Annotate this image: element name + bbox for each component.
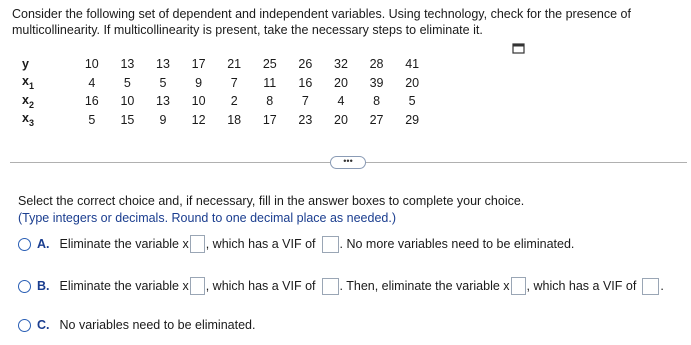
expand-more-button[interactable]: •••	[330, 156, 366, 169]
choice-b-text-2: , which has a VIF of	[205, 279, 316, 293]
table-cell: 5	[159, 75, 167, 90]
table-cell: 41	[405, 57, 420, 72]
table-row	[22, 55, 430, 74]
table-cell: 4	[88, 75, 96, 90]
table-cell: 12	[191, 112, 206, 127]
table-cell: 13	[156, 57, 170, 72]
table-cell: 32	[334, 57, 348, 72]
table-cell: 17	[191, 57, 206, 72]
instruction-subline: (Type integers or decimals. Round to one decimal place as needed.)	[18, 211, 396, 225]
choice-c-text: No variables need to be eliminated.	[59, 318, 256, 332]
variable-subscript: 1	[28, 81, 34, 92]
variable-name: y	[22, 57, 29, 72]
instructions	[18, 193, 524, 227]
copy-table-icon[interactable]	[512, 43, 526, 55]
radio-b[interactable]	[18, 280, 31, 293]
choice-a-text-2: , which has a VIF of	[205, 237, 316, 251]
table-row	[22, 111, 430, 130]
variable-name: x	[22, 92, 29, 107]
table-cell: 10	[84, 57, 99, 72]
choice-c-letter: C.	[37, 318, 50, 332]
choice-b-text-3: . Then, eliminate the variable x	[339, 279, 510, 293]
table-row	[22, 74, 430, 93]
table-cell: 16	[298, 75, 313, 90]
table-cell: 5	[88, 112, 96, 127]
variable-subscript: 3	[28, 118, 34, 129]
variable-label	[22, 74, 74, 93]
question-text: Consider the following set of dependent and independent variables. Using technology, check for the presence of multicollinearity. If multicollinearity is present, take the necessary steps to eliminate it.	[12, 7, 631, 37]
table-cell: 28	[369, 57, 384, 72]
variable-label	[22, 111, 74, 130]
variable-label	[22, 55, 74, 74]
table-row	[22, 92, 430, 111]
table-cell: 15	[120, 112, 135, 127]
table-cell: 10	[191, 94, 206, 109]
table-cell: 39	[369, 75, 384, 90]
table-cell: 4	[337, 94, 345, 109]
variable-label	[22, 92, 74, 111]
choice-a-text-1: Eliminate the variable x	[59, 237, 189, 251]
choice-b-variable2-input[interactable]	[511, 277, 526, 295]
table-cell: 8	[266, 94, 274, 109]
radio-a[interactable]	[18, 238, 31, 251]
choice-c[interactable]	[18, 318, 255, 332]
table-cell: 20	[405, 75, 420, 90]
table-cell: 21	[227, 57, 242, 72]
table-cell: 17	[262, 112, 277, 127]
variable-name: x	[22, 74, 29, 89]
variable-name: x	[22, 111, 29, 126]
table-cell: 9	[159, 112, 167, 127]
table-cell: 20	[334, 75, 348, 90]
table-cell: 8	[373, 94, 381, 109]
choice-b[interactable]	[18, 277, 664, 295]
choice-b-variable1-input[interactable]	[190, 277, 205, 295]
table-cell: 10	[120, 94, 135, 109]
choice-a-text-3: . No more variables need to be eliminated.	[339, 237, 575, 251]
table-cell: 5	[408, 94, 416, 109]
table-cell: 29	[405, 112, 420, 127]
choice-b-letter: B.	[37, 279, 50, 293]
table-cell: 13	[156, 94, 170, 109]
choice-a-variable-input[interactable]	[190, 235, 205, 253]
data-table	[22, 55, 430, 129]
table-cell: 27	[369, 112, 384, 127]
choice-b-vif2-input[interactable]	[642, 278, 659, 295]
table-cell: 7	[230, 75, 238, 90]
table-cell: 7	[301, 94, 309, 109]
choice-b-text-5: .	[660, 279, 664, 293]
table-cell: 23	[298, 112, 313, 127]
choice-b-text-1: Eliminate the variable x	[59, 279, 189, 293]
table-cell: 11	[263, 75, 277, 90]
table-cell: 2	[230, 94, 238, 109]
variable-subscript: 2	[28, 99, 34, 110]
table-cell: 25	[262, 57, 277, 72]
radio-c[interactable]	[18, 319, 31, 332]
table-cell: 20	[334, 112, 348, 127]
table-cell: 26	[298, 57, 313, 72]
instruction-line: Select the correct choice and, if necessary, fill in the answer boxes to complete your choice.	[18, 194, 525, 208]
choice-a[interactable]	[18, 235, 574, 253]
table-cell: 16	[84, 94, 99, 109]
choice-a-letter: A.	[37, 237, 50, 251]
table-cell: 18	[227, 112, 242, 127]
table-cell: 5	[123, 75, 131, 90]
table-cell: 13	[120, 57, 135, 72]
choice-a-vif-input[interactable]	[322, 236, 339, 253]
choice-b-text-4: , which has a VIF of	[526, 279, 637, 293]
table-cell: 9	[195, 75, 203, 90]
choice-b-vif1-input[interactable]	[322, 278, 339, 295]
